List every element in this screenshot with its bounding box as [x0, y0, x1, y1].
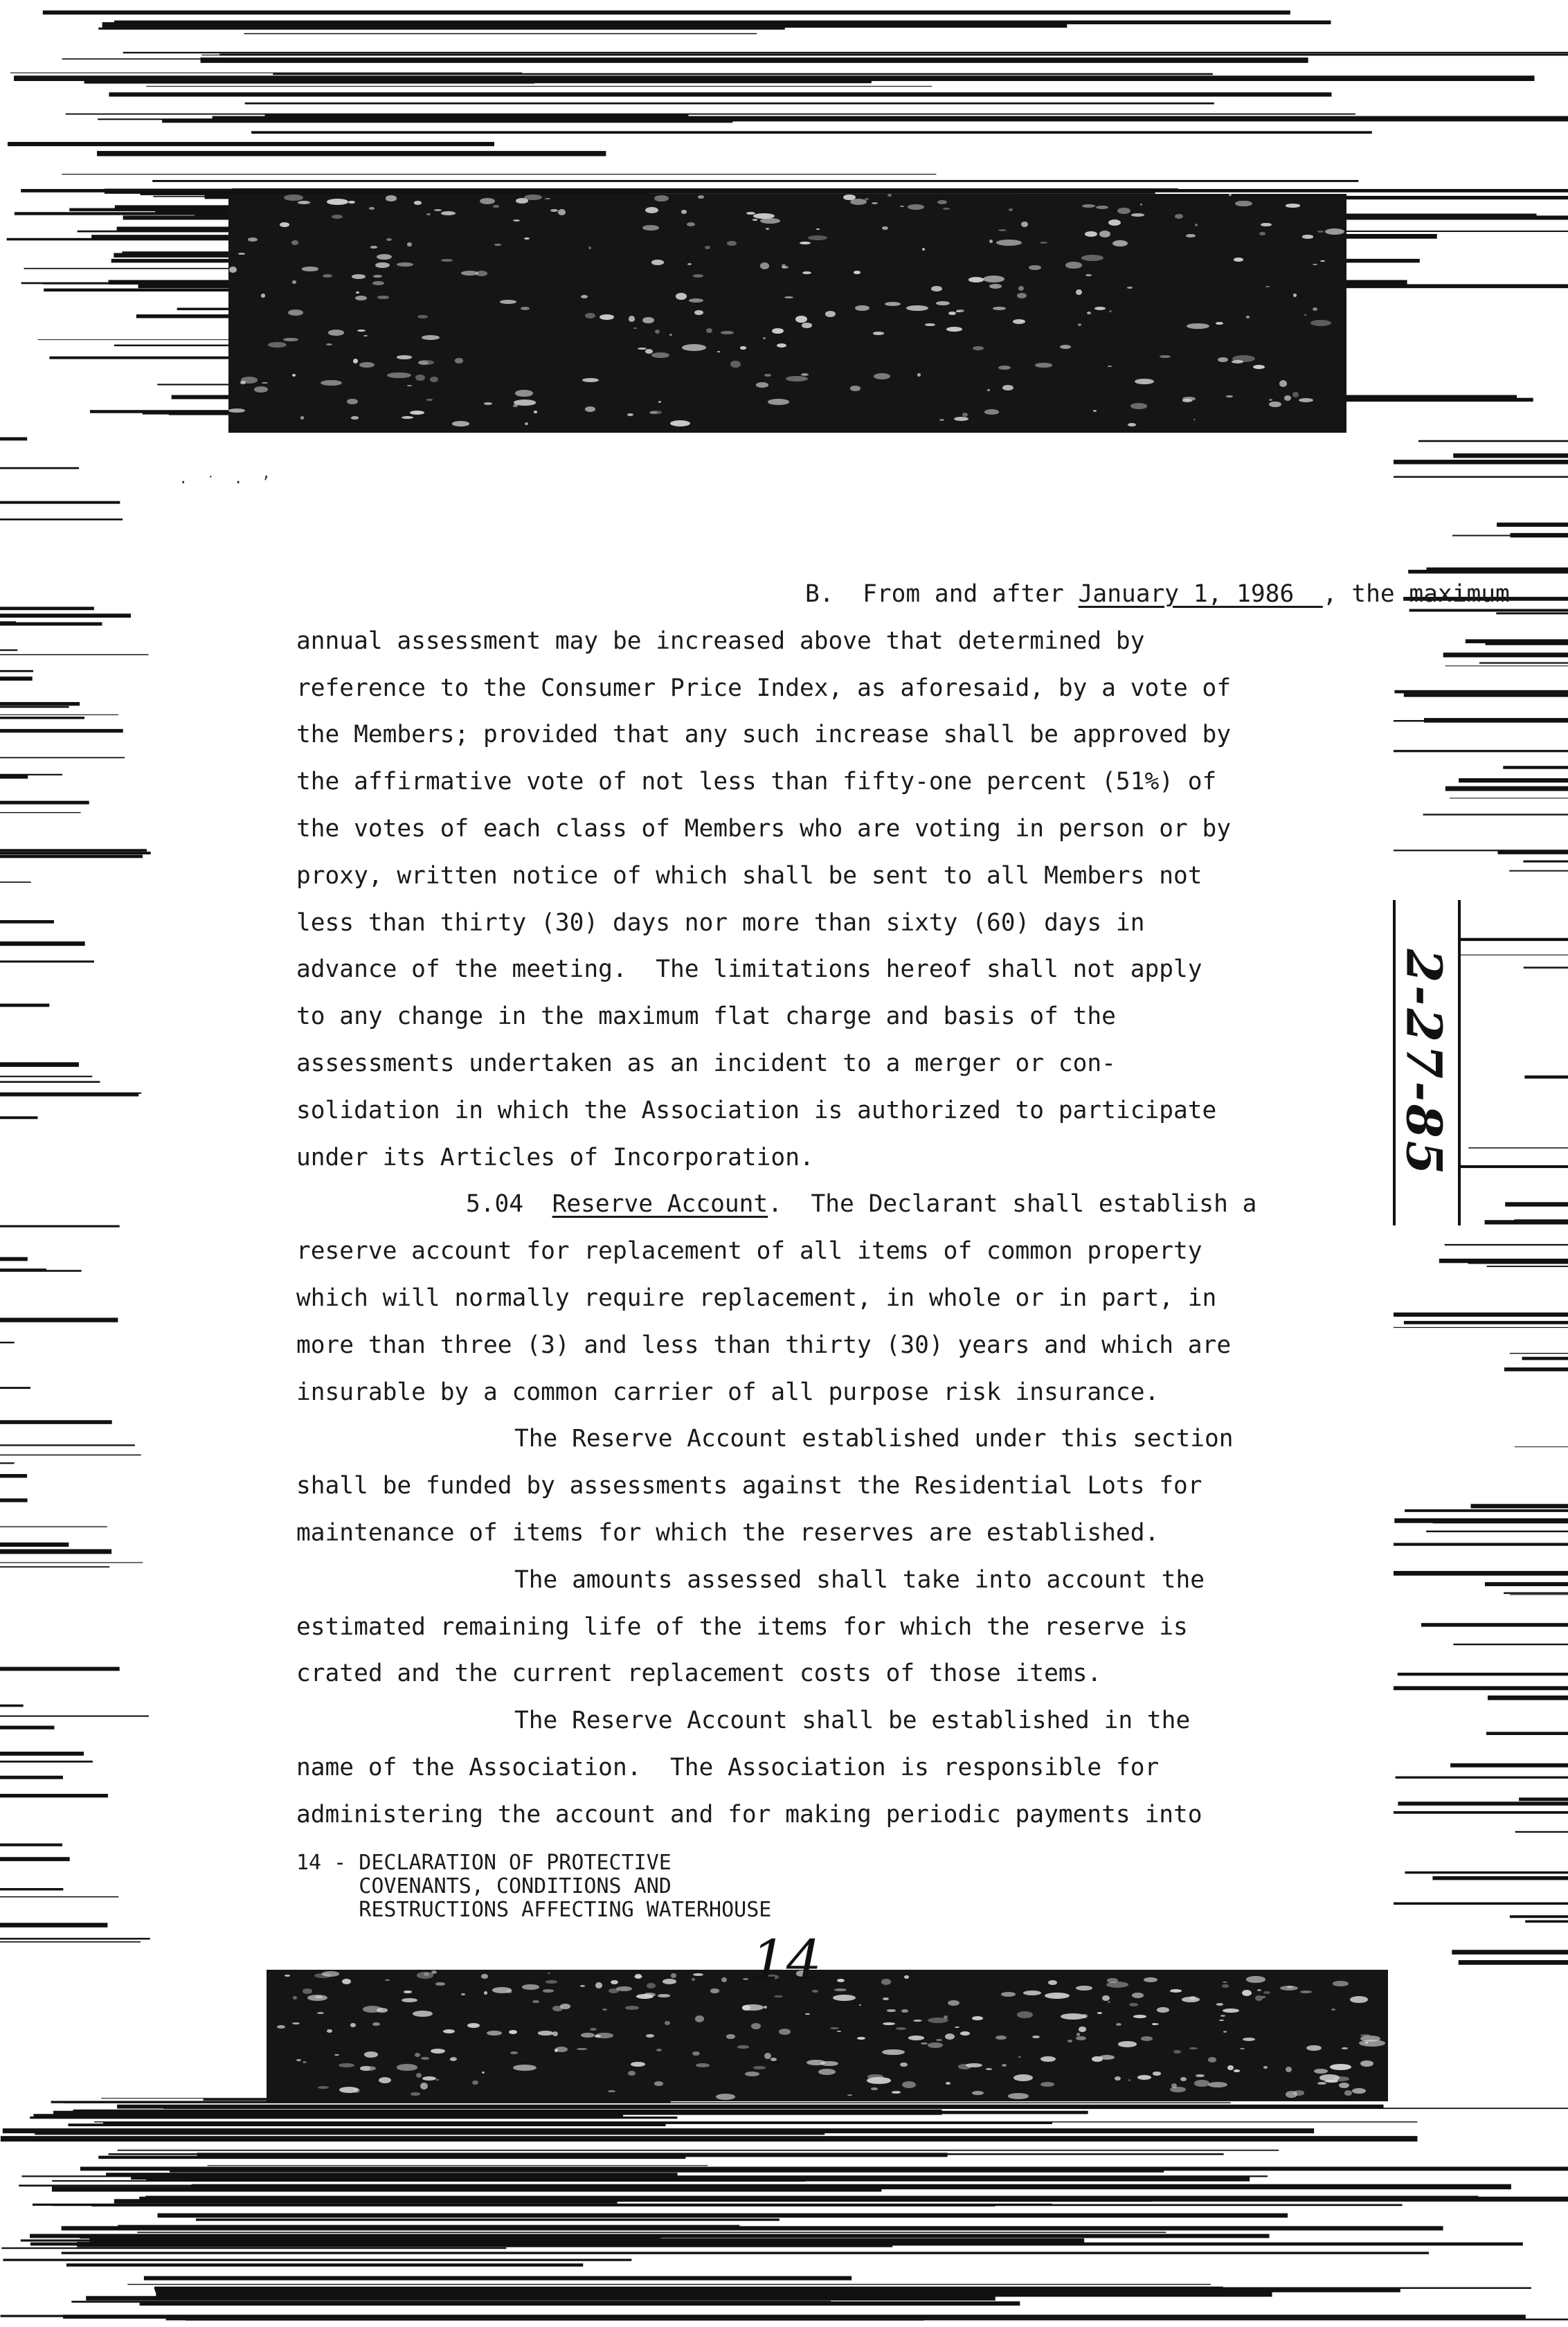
handwritten-page-number: 14 [751, 1928, 822, 1993]
body-line [296, 1519, 1159, 1547]
body-line [296, 909, 1144, 937]
top-scan-band [228, 194, 1346, 433]
body-line [296, 1097, 1216, 1124]
body-line [296, 627, 1144, 655]
body-line [805, 580, 1510, 608]
body-line [296, 1050, 1116, 1077]
body-line-text: estimated remaining life of the items for which the reserve is [296, 1612, 1188, 1641]
body-line-text: under its Articles of Incorporation. [296, 1143, 814, 1171]
body-line-text: annual assessment may be increased above that determined by [296, 627, 1145, 655]
body-line-text: crated and the current replacement costs of those items. [296, 1660, 1102, 1688]
footer-line-2: COVENANTS, CONDITIONS AND [296, 1874, 672, 1898]
body-line-text: the affirmative vote of not less than fifty-one percent (51%) of [296, 768, 1217, 796]
underlined-text: January 1, 1986 [1078, 580, 1323, 608]
body-line [296, 721, 1231, 748]
body-line [296, 1613, 1188, 1641]
footer-line-3: RESTRUCTIONS AFFECTING WATERHOUSE [296, 1898, 772, 1922]
body-line [296, 1237, 1202, 1265]
body-line [296, 955, 1202, 983]
footer-line-1: 14 - DECLARATION OF PROTECTIVE [296, 1851, 672, 1875]
body-line-text: shall be funded by assessments against the Residential Lots for [296, 1472, 1202, 1500]
body-line-tail: , the maximum [1322, 580, 1510, 608]
body-line-text: assessments undertaken as an incident to a merger or con- [296, 1050, 1116, 1077]
body-line [296, 815, 1231, 843]
body-line-text: the votes of each class of Members who are voting in person or by [296, 815, 1232, 843]
body-line [296, 768, 1216, 796]
body-line-tail: . The Declarant shall establish a [768, 1190, 1257, 1219]
body-line [296, 1754, 1159, 1781]
body-line-text: maintenance of items for which the reserves are established. [296, 1519, 1160, 1547]
body-line-text: the Members; provided that any such increase shall be approved by [296, 721, 1232, 749]
bottom-scan-band [267, 1970, 1388, 2101]
body-line-text: advance of the meeting. The limitations hereof shall not apply [296, 955, 1202, 984]
body-line [296, 1144, 814, 1171]
body-line-text: name of the Association. The Association is responsible for [296, 1754, 1160, 1781]
underlined-text: Reserve Account [552, 1190, 768, 1219]
body-line [466, 1190, 1256, 1218]
stray-marks: · ˙ · ’ [179, 474, 271, 492]
body-line-text: to any change in the maximum flat charge and basis of the [296, 1003, 1116, 1031]
body-line-text: The amounts assessed shall take into account the [514, 1565, 1205, 1594]
body-line [296, 1801, 1202, 1829]
body-line [296, 862, 1202, 890]
margin-stamp [1393, 900, 1455, 1225]
body-line-text: which will normally require replacement, in whole or in part, in [296, 1284, 1217, 1312]
body-line-text: reference to the Consumer Price Index, as aforesaid, by a vote of [296, 674, 1232, 702]
body-line-text: The Reserve Account shall be established in the [514, 1707, 1191, 1735]
body-line [296, 1660, 1101, 1687]
body-line-text: less than thirty (30) days nor more than sixty (60) days in [296, 908, 1145, 937]
body-line [296, 1472, 1202, 1500]
body-line [296, 674, 1231, 702]
body-line [514, 1566, 1205, 1594]
body-line-text: insurable by a common carrier of all purpose risk insurance. [296, 1378, 1160, 1406]
body-line [514, 1425, 1234, 1453]
body-line-text: more than three (3) and less than thirty (30) years and which are [296, 1331, 1232, 1359]
body-line [296, 1331, 1231, 1359]
body-line-text: solidation in which the Association is authorized to participate [296, 1096, 1217, 1124]
body-line-text: reserve account for replacement of all items of common property [296, 1237, 1202, 1266]
body-line [296, 1284, 1216, 1312]
body-line [296, 1378, 1159, 1406]
body-line-text: 5.04 [466, 1190, 552, 1219]
body-line [514, 1707, 1190, 1734]
body-line-text: proxy, written notice of which shall be sent to all Members not [296, 861, 1202, 890]
body-line-text: B. From and after [805, 580, 1079, 608]
body-line-text: The Reserve Account established under this section [514, 1425, 1234, 1453]
margin-stamp-text: 2-27-85 [1395, 949, 1453, 1177]
body-line [296, 1003, 1116, 1030]
body-line-text: administering the account and for making periodic payments into [296, 1800, 1202, 1829]
